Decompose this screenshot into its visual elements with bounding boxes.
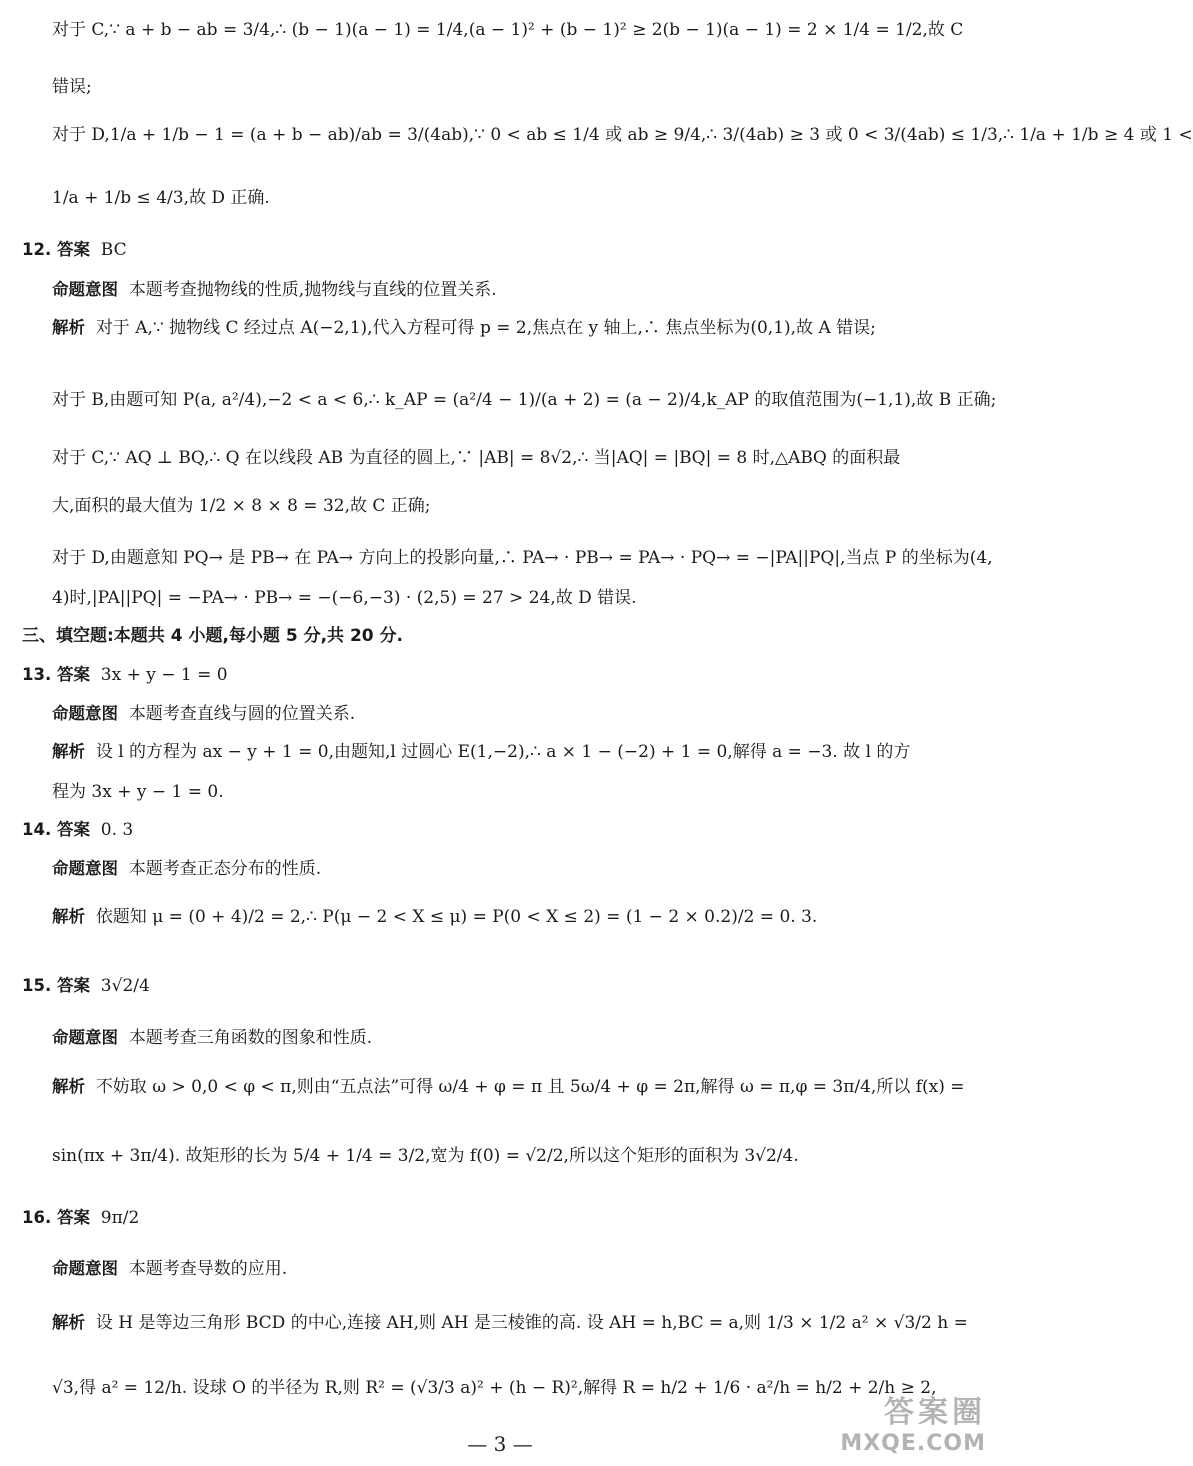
line-text: BC — [100, 240, 127, 260]
line-text: 本题考查抛物线的性质,抛物线与直线的位置关系. — [128, 280, 497, 300]
line-text: 本题考查正态分布的性质. — [128, 859, 322, 879]
line-label: 解析 — [52, 907, 85, 926]
line-text: 对于 D,由题意知 PQ→ 是 PB→ 在 PA→ 方向上的投影向量,∴ PA→ · PB→ = PA→ · PQ→ = −|PA||PQ|,当点 P 的坐标为(4, — [52, 548, 993, 568]
line-text: 本题考查直线与圆的位置关系. — [128, 704, 356, 724]
line-text: 对于 C,∵ a + b − ab = 3/4,∴ (b − 1)(a − 1) = 1/4,(a − 1)² + (b − 1)² ≥ 2(b − 1)(a − 1) = 2 × 1/4 = 1/2,故 C — [52, 20, 964, 40]
line-text: 9π/2 — [100, 1208, 140, 1228]
line-label: 解析 — [52, 1313, 85, 1332]
text-line — [52, 909, 817, 926]
text-line — [52, 550, 992, 567]
text-line — [52, 861, 321, 878]
text-line — [52, 1380, 937, 1397]
text-line — [52, 450, 900, 467]
text-line — [52, 190, 270, 207]
text-line — [52, 1148, 799, 1165]
line-label: 13. 答案 — [22, 665, 90, 684]
line-text: 依题知 μ = (0 + 4)/2 = 2,∴ P(μ − 2 < X ≤ μ) = P(0 < X ≤ 2) = (1 − 2 × 0.2)/2 = 0. 3. — [95, 907, 818, 927]
line-label: 解析 — [52, 1077, 85, 1096]
text-line — [22, 667, 228, 684]
text-line — [52, 1079, 965, 1096]
text-line — [22, 1210, 139, 1227]
watermark-logo — [840, 1387, 986, 1456]
line-text: 3x + y − 1 = 0 — [100, 665, 228, 685]
text-line — [52, 498, 431, 515]
line-text: 程为 3x + y − 1 = 0. — [52, 782, 224, 802]
line-label: 16. 答案 — [22, 1208, 90, 1227]
line-text: √3,得 a² = 12/h. 设球 O 的半径为 R,则 R² = (√3/3 a)² + (h − R)²,解得 R = h/2 + 1/6 · a²/h = h/2 + 2/h ≥ 2, — [52, 1378, 937, 1398]
line-label: 解析 — [52, 742, 85, 761]
page-number: — 3 — — [467, 1432, 533, 1456]
line-text: 3√2/4 — [100, 976, 150, 996]
line-label: 14. 答案 — [22, 820, 90, 839]
line-text: 对于 B,由题可知 P(a, a²/4),−2 < a < 6,∴ k_AP = (a²/4 − 1)/(a + 2) = (a − 2)/4,k_AP 的取值范围为(−1,1),故 B 正确; — [52, 390, 997, 410]
line-text: 大,面积的最大值为 1/2 × 8 × 8 = 32,故 C 正确; — [52, 496, 431, 516]
text-line — [52, 590, 637, 607]
text-line — [52, 282, 497, 299]
line-label: 15. 答案 — [22, 976, 90, 995]
line-label: 12. 答案 — [22, 240, 90, 259]
line-text: 不妨取 ω > 0,0 < φ < π,则由“五点法”可得 ω/4 + φ = π 且 5ω/4 + φ = 2π,解得 ω = π,φ = 3π/4,所以 f(x) = — [95, 1077, 965, 1097]
text-line — [52, 706, 355, 723]
watermark-bottom-text: MXQE.COM — [840, 1431, 986, 1456]
line-text: 本题考查三角函数的图象和性质. — [128, 1028, 373, 1048]
line-label: 命题意图 — [52, 280, 118, 299]
text-line — [52, 79, 92, 96]
text-line — [52, 1261, 287, 1278]
text-line — [52, 1315, 968, 1332]
text-line — [52, 125, 1193, 145]
text-line — [22, 978, 150, 995]
line-text: sin(πx + 3π/4). 故矩形的长为 5/4 + 1/4 = 3/2,宽为 f(0) = √2/2,所以这个矩形的面积为 3√2/4. — [52, 1146, 799, 1166]
text-line — [22, 822, 133, 839]
watermark-top-text: 答案圈 — [884, 1395, 986, 1430]
line-text: 对于 D,1/a + 1/b − 1 = (a + b − ab)/ab = 3/(4ab),∵ 0 < ab ≤ 1/4 或 ab ≥ 9/4,∴ 3/(4ab) ≥ 3 或 0 < 3/(4ab) ≤ 1/3,∴ 1/a + 1/b ≥ 4 或 1 < — [52, 125, 1193, 145]
text-line — [52, 22, 963, 39]
line-text: 对于 A,∵ 抛物线 C 经过点 A(−2,1),代入方程可得 p = 2,焦点在 y 轴上,∴ 焦点坐标为(0,1),故 A 错误; — [95, 318, 876, 338]
line-text: 错误; — [52, 77, 92, 97]
line-label: 解析 — [52, 318, 85, 337]
text-line — [52, 390, 997, 410]
line-text: 4)时,|PA||PQ| = −PA→ · PB→ = −(−6,−3) · (2,5) = 27 > 24,故 D 错误. — [52, 588, 637, 608]
text-line — [22, 242, 127, 259]
text-line — [52, 744, 910, 761]
line-text: 设 l 的方程为 ax − y + 1 = 0,由题知,l 过圆心 E(1,−2),∴ a × 1 − (−2) + 1 = 0,解得 a = −3. 故 l 的方 — [95, 742, 911, 762]
text-line — [52, 1030, 372, 1047]
line-label: 命题意图 — [52, 859, 118, 878]
line-text: 三、填空题:本题共 4 小题,每小题 5 分,共 20 分. — [22, 626, 403, 646]
line-label: 命题意图 — [52, 1259, 118, 1278]
line-label: 命题意图 — [52, 704, 118, 723]
text-line — [52, 784, 224, 801]
line-text: 本题考查导数的应用. — [128, 1259, 288, 1279]
line-label: 命题意图 — [52, 1028, 118, 1047]
section-heading — [22, 628, 403, 645]
line-text: 设 H 是等边三角形 BCD 的中心,连接 AH,则 AH 是三棱锥的高. 设 AH = h,BC = a,则 1/3 × 1/2 a² × √3/2 h = — [95, 1313, 968, 1333]
text-line — [52, 320, 876, 337]
line-text: 对于 C,∵ AQ ⊥ BQ,∴ Q 在以线段 AB 为直径的圆上,∵ |AB| = 8√2,∴ 当|AQ| = |BQ| = 8 时,△ABQ 的面积最 — [52, 448, 901, 468]
line-text: 0. 3 — [100, 820, 134, 840]
line-text: 1/a + 1/b ≤ 4/3,故 D 正确. — [52, 188, 270, 208]
